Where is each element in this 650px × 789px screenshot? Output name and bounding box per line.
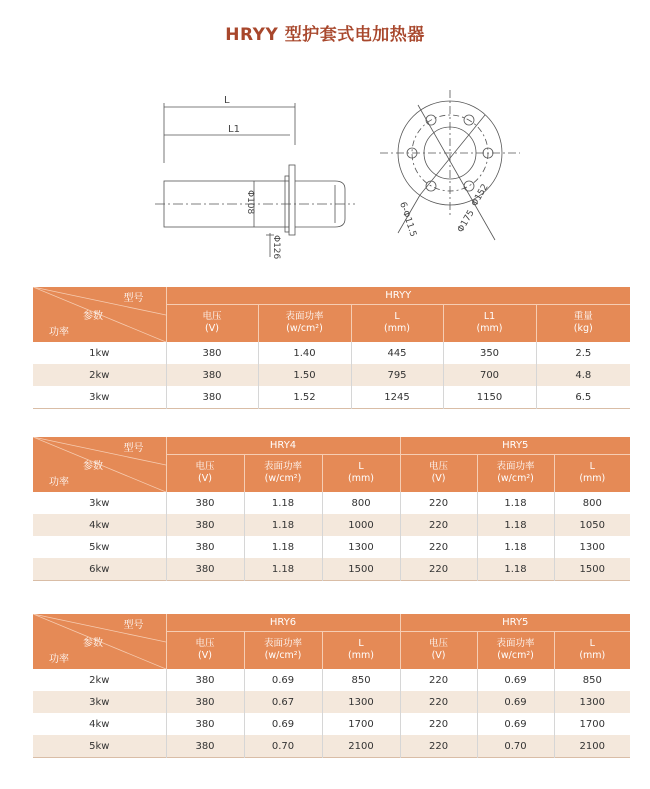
table-cell: 350 [443,342,536,364]
table-row [33,364,630,386]
table-cell: 800 [322,492,400,514]
table-cell: 220 [400,558,477,581]
table-cell: 1300 [322,536,400,558]
heater-drawing [150,85,530,260]
table-cell: 1.18 [244,514,322,536]
table-cell: 3kw [89,497,110,509]
dim-l1-label: L1 [228,124,240,135]
col-header: 表面功率 (w/cm²) [477,631,554,669]
table-row [33,735,630,758]
col-header: L (mm) [351,304,443,342]
table-cell: 1300 [322,691,400,713]
col-header: 电压 (V) [400,631,477,669]
table-cell: 3kw [33,691,166,713]
table-row [33,536,630,558]
corner-power: 功率 [49,654,69,665]
table-cell: 795 [351,364,443,386]
corner-header [33,614,166,669]
corner-power: 功率 [49,477,69,488]
table-cell: 4.8 [536,364,630,386]
side-view-labels [224,95,281,260]
dia-126-label: Φ126 [271,235,281,260]
col-header: 表面功率 (w/cm²) [244,631,322,669]
dia-175-label: Φ175 [455,208,477,235]
flange-view [380,90,520,240]
table-cell: 1.18 [244,492,322,514]
table-cell: 1050 [554,514,630,536]
table-cell: 3kw [89,391,110,403]
table-cell: 380 [166,669,244,691]
table-cell: 380 [166,735,244,758]
table-hry6-hry5 [33,614,630,758]
table-cell: 850 [554,669,630,691]
table-cell: 2.5 [536,342,630,364]
col-header: 电压 (V) [166,304,258,342]
page-title: HRYY 型护套式电加热器 [225,25,425,45]
table-cell: 1.18 [477,492,554,514]
col-header: L (mm) [322,454,400,492]
dim-l-label: L [224,95,230,106]
table-cell: 4kw [33,514,166,536]
table-cell: 0.69 [244,713,322,735]
table-cell: 2kw [33,364,166,386]
col-header: 电压 (V) [166,454,244,492]
table-cell: 1300 [554,691,630,713]
table-cell: 1500 [322,558,400,581]
table-cell: 380 [166,342,258,364]
table-cell: 380 [166,514,244,536]
table-cell: 1000 [322,514,400,536]
table-cell: 220 [400,536,477,558]
corner-model: 型号 [123,620,144,631]
table-cell: 220 [400,691,477,713]
table-cell: 1150 [443,386,536,409]
table-cell: 220 [400,713,477,735]
table-cell: 445 [351,342,443,364]
table-hryy [33,287,630,409]
table-cell: 1.18 [244,536,322,558]
table-cell: 380 [166,386,258,409]
table-cell: 1300 [554,536,630,558]
table-cell: 2100 [554,735,630,758]
table-cell: 380 [166,536,244,558]
table-cell: 5kw [89,541,110,553]
col-header: L (mm) [554,454,630,492]
table-cell: 220 [400,735,477,758]
table-cell: 4kw [89,718,110,730]
table-row [33,514,630,536]
table-cell: 800 [554,492,630,514]
col-header: L (mm) [554,631,630,669]
corner-param: 参数 [83,461,103,472]
table-cell: 5kw [33,735,166,758]
corner-model: 型号 [123,443,144,454]
table-cell: 380 [166,713,244,735]
corner-param: 参数 [83,311,103,322]
model-header: HRY5 [400,437,630,454]
table-cell: 0.69 [477,691,554,713]
table-row [33,691,630,713]
model-header: HRY4 [166,437,400,454]
col-header: 表面功率 (w/cm²) [258,304,351,342]
table-cell: 220 [400,492,477,514]
col-header: 重量 (kg) [536,304,630,342]
model-header: HRYY [166,287,630,304]
table-cell: 0.70 [477,735,554,758]
side-view [155,103,355,257]
col-header: 电压 (V) [400,454,477,492]
table-cell: 1700 [322,713,400,735]
table-cell: 0.67 [244,691,322,713]
table-cell: 6kw [33,558,166,581]
table-cell: 1.52 [258,386,351,409]
dia-152-label: Φ152 [469,182,491,209]
col-header: 电压 (V) [166,631,244,669]
table-hry4-hry5 [33,437,630,581]
corner-model: 型号 [123,293,144,304]
table-cell: 700 [443,364,536,386]
table-cell: 220 [400,514,477,536]
table-cell: 1.50 [258,364,351,386]
model-header: HRY5 [400,614,630,631]
table-row [33,713,630,735]
col-header: 表面功率 (w/cm²) [477,454,554,492]
table-cell: 0.70 [244,735,322,758]
table-cell: 1700 [554,713,630,735]
table-cell: 1.40 [258,342,351,364]
table-row [33,386,630,409]
corner-header [33,287,166,342]
col-header: 表面功率 (w/cm²) [244,454,322,492]
table-cell: 380 [166,364,258,386]
table-cell: 0.69 [244,669,322,691]
table-cell: 380 [166,492,244,514]
table-cell: 1245 [351,386,443,409]
table-cell: 1.18 [477,558,554,581]
model-header: HRY6 [166,614,400,631]
table-row [33,669,630,691]
table-cell: 1.18 [477,536,554,558]
table-cell: 2kw [89,674,110,686]
table-row [33,342,630,364]
table-cell: 1.18 [477,514,554,536]
table-cell: 1.18 [244,558,322,581]
table-cell: 2100 [322,735,400,758]
table-cell: 380 [166,691,244,713]
col-header: L (mm) [322,631,400,669]
table-cell: 0.69 [477,669,554,691]
table-cell: 380 [166,558,244,581]
dia-108-label: Φ108 [245,190,255,215]
table-cell: 220 [400,669,477,691]
corner-power: 功率 [49,327,69,338]
table-cell: 0.69 [477,713,554,735]
table-cell: 850 [322,669,400,691]
table-cell: 1500 [554,558,630,581]
table-cell: 6.5 [536,386,630,409]
corner-param: 参数 [83,638,103,649]
table-cell: 1kw [89,347,110,359]
table-row [33,492,630,514]
col-header: L1 (mm) [443,304,536,342]
table-row [33,558,630,581]
holes-label: 6-Φ11.5 [397,200,418,239]
corner-header [33,437,166,492]
